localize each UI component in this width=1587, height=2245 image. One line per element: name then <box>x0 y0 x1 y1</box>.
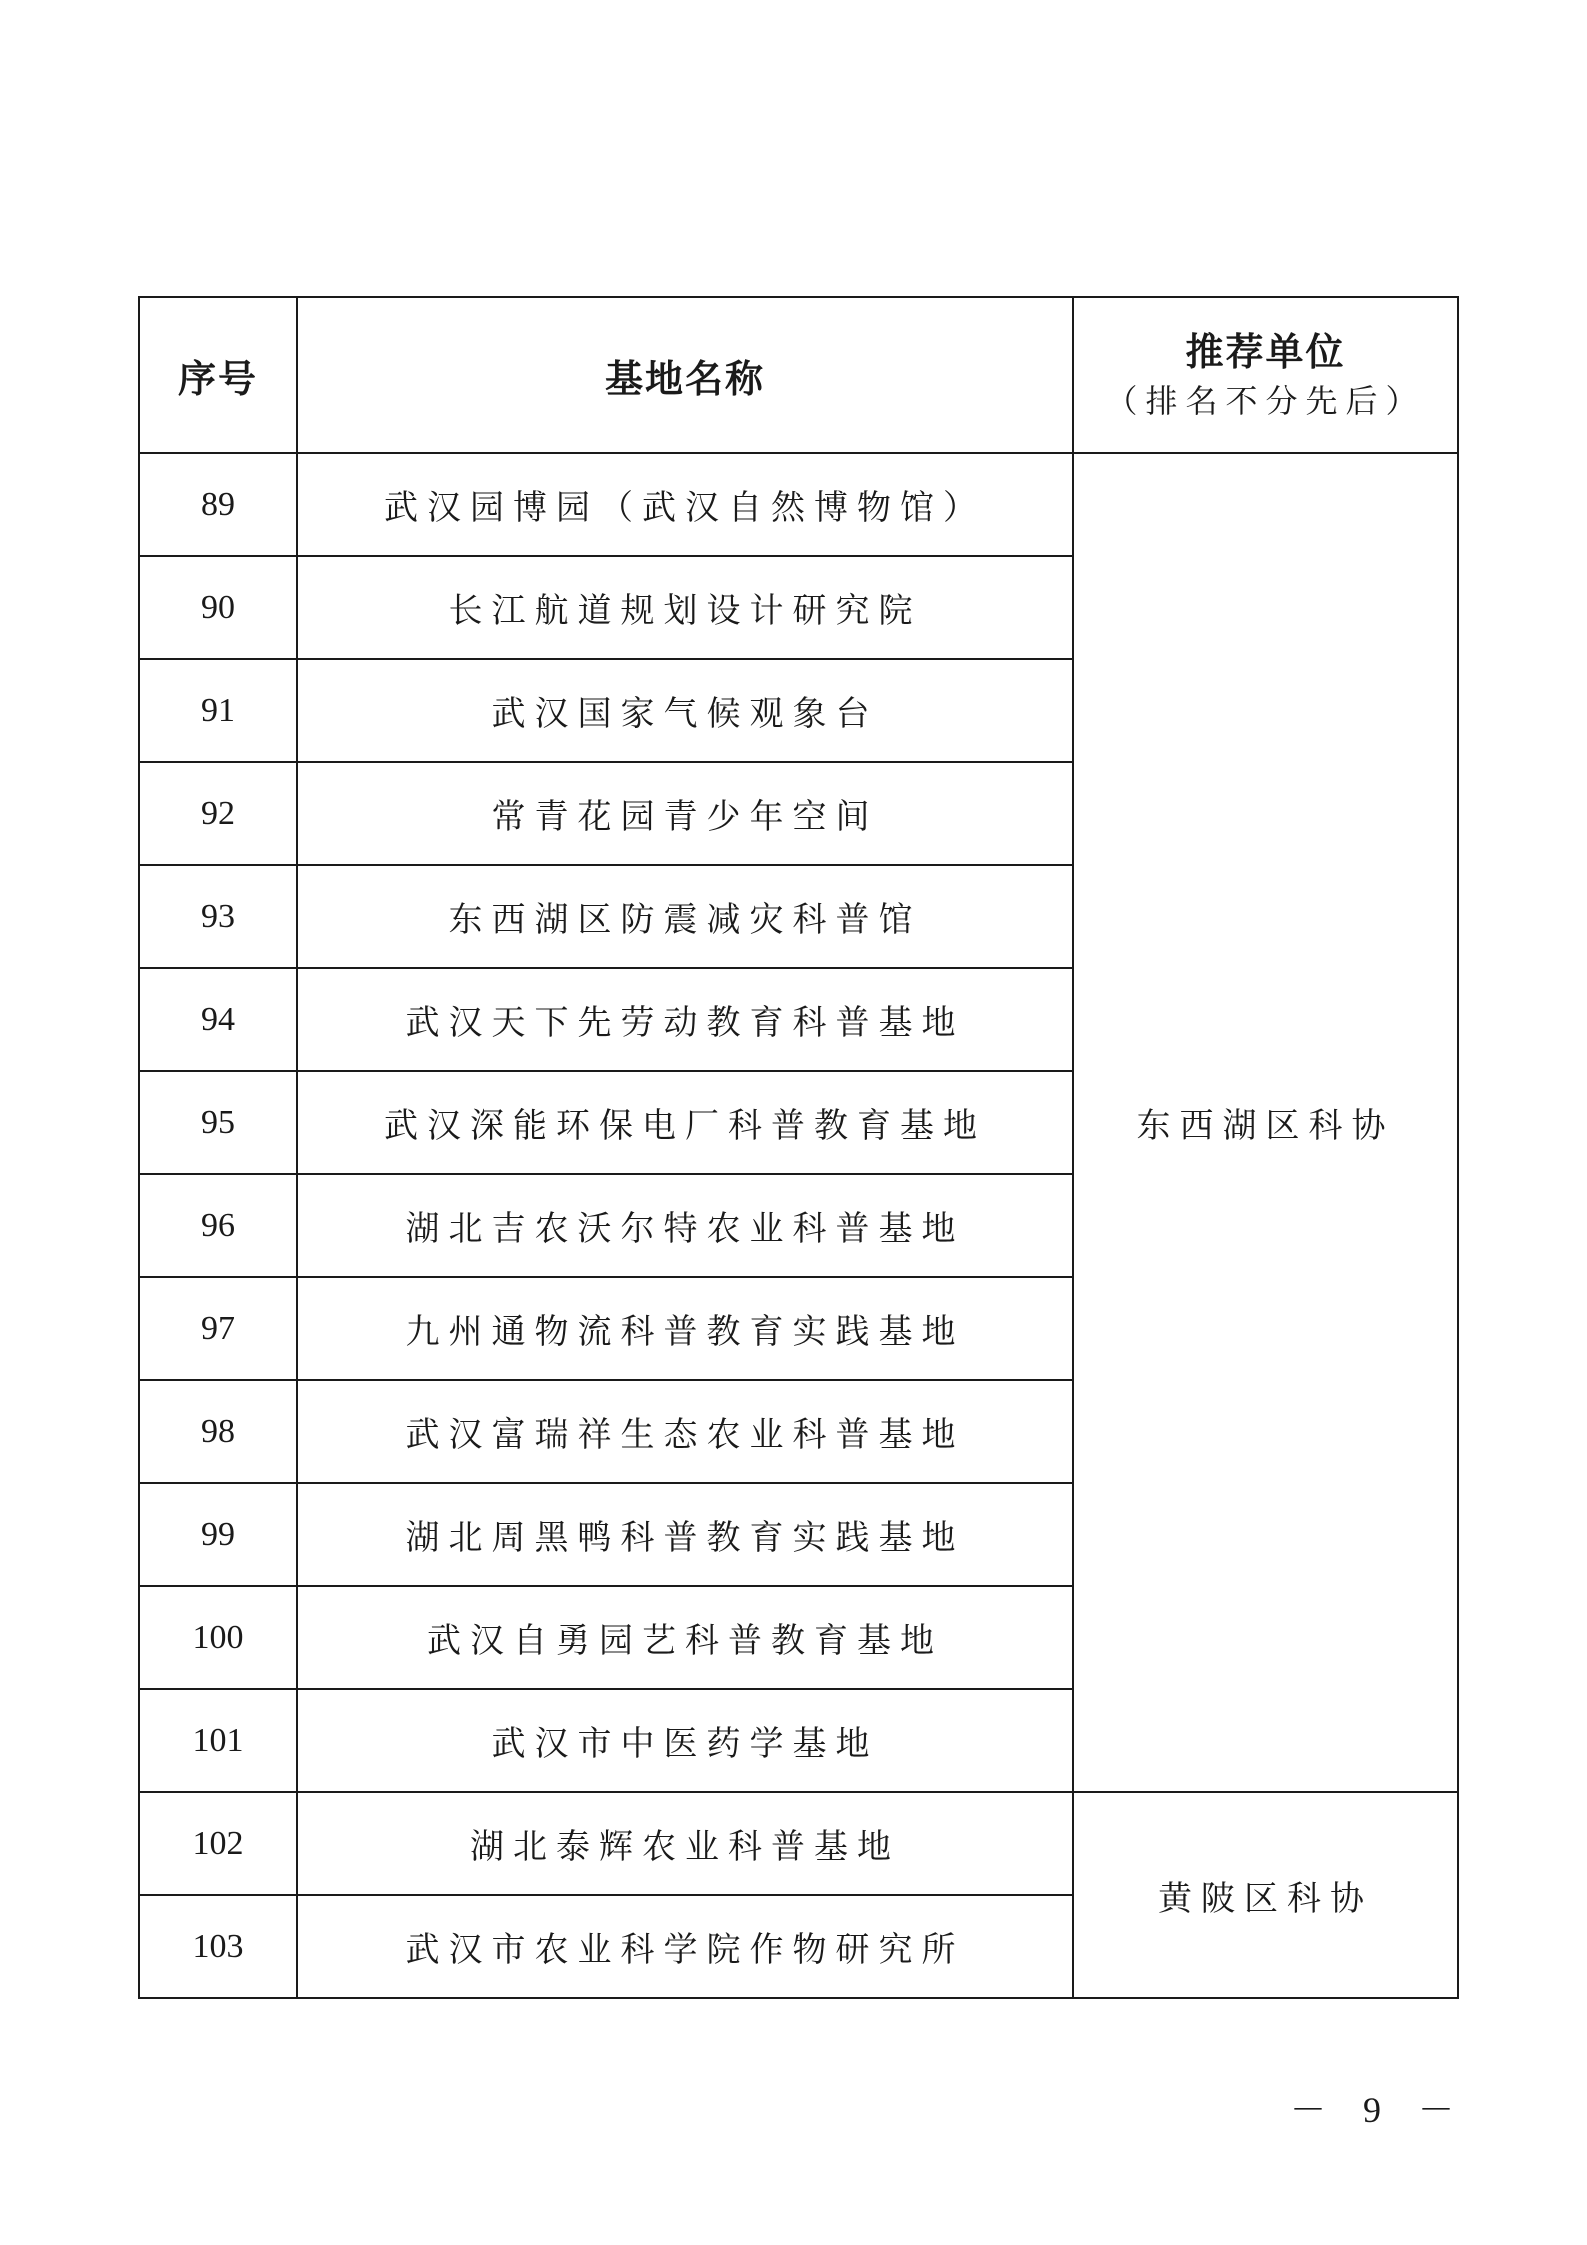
base-name: 武汉市中医药学基地 <box>297 1689 1073 1792</box>
row-number: 98 <box>139 1380 297 1483</box>
base-name: 九州通物流科普教育实践基地 <box>297 1277 1073 1380</box>
base-name: 武汉市农业科学院作物研究所 <box>297 1895 1073 1998</box>
row-number: 101 <box>139 1689 297 1792</box>
base-name: 湖北周黑鸭科普教育实践基地 <box>297 1483 1073 1586</box>
row-number: 97 <box>139 1277 297 1380</box>
base-name: 武汉自勇园艺科普教育基地 <box>297 1586 1073 1689</box>
recommending-unit-huangpi: 黄陂区科协 <box>1073 1792 1458 1998</box>
row-number: 96 <box>139 1174 297 1277</box>
row-number: 91 <box>139 659 297 762</box>
science-base-table <box>138 296 1459 1999</box>
header-unit-note: （排名不分先后） <box>1105 382 1426 420</box>
row-number: 95 <box>139 1071 297 1174</box>
row-number: 103 <box>139 1895 297 1998</box>
base-name: 长江航道规划设计研究院 <box>297 556 1073 659</box>
row-number: 100 <box>139 1586 297 1689</box>
table-row <box>139 453 1458 556</box>
base-name: 武汉天下先劳动教育科普基地 <box>297 968 1073 1071</box>
base-name: 武汉国家气候观象台 <box>297 659 1073 762</box>
header-serial-number: 序号 <box>139 297 297 453</box>
base-name: 东西湖区防震减灾科普馆 <box>297 865 1073 968</box>
row-number: 94 <box>139 968 297 1071</box>
header-recommending-unit <box>1073 297 1458 453</box>
table-row <box>139 1792 1458 1895</box>
base-name: 湖北泰辉农业科普基地 <box>297 1792 1073 1895</box>
row-number: 92 <box>139 762 297 865</box>
header-unit-title: 推荐单位 <box>1185 330 1346 374</box>
base-name: 武汉富瑞祥生态农业科普基地 <box>297 1380 1073 1483</box>
base-name: 武汉园博园（武汉自然博物馆） <box>297 453 1073 556</box>
base-name: 常青花园青少年空间 <box>297 762 1073 865</box>
base-name: 武汉深能环保电厂科普教育基地 <box>297 1071 1073 1174</box>
table-header-row <box>139 297 1458 453</box>
page-number: － 9 － <box>1290 2090 1469 2130</box>
row-number: 89 <box>139 453 297 556</box>
row-number: 90 <box>139 556 297 659</box>
row-number: 102 <box>139 1792 297 1895</box>
recommending-unit-dongxihu: 东西湖区科协 <box>1073 453 1458 1792</box>
row-number: 99 <box>139 1483 297 1586</box>
header-base-name: 基地名称 <box>297 297 1073 453</box>
base-name: 湖北吉农沃尔特农业科普基地 <box>297 1174 1073 1277</box>
row-number: 93 <box>139 865 297 968</box>
